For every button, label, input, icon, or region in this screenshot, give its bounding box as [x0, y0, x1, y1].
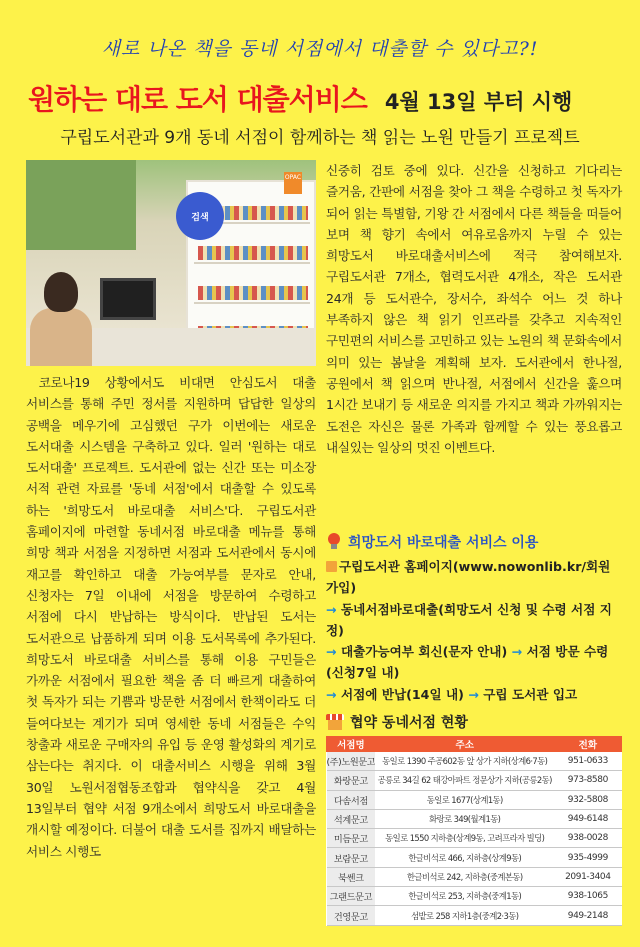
stores-heading-label: 협약 동네서점 현황 [350, 715, 468, 731]
article-body-left: 코로나19 상황에서도 비대면 안심도서 대출 서비스를 통해 주민 정서를 지원하며 답답한 일상의 공백을 메우기에 고심했던 구가 이번에는 새로운 도서대출 시스템을 구축하고 있다. 일러 '원하는 대로 도서대출' 프로젝트. 도서관에 없는 신간 또는 미소장 서적 관련 자료를 '동네 서점'에서 대출할 수 있도록 하는 '희망도서 바로대출 서비스'다. 구립도서관 홈페이지에 마련할 동네서점 바로대출 메뉴를 통해 희망 책과 서점을 지정하면 서점과 도서관에서 동시에 재고를 확인하고 대출 가능여부를 문자로 안내, 신청자는 7일 이내에 서점을 방문하여 수령하고 서점에 다시 반납하는 방식이다. 반납된 도서는 도서관으로 납품하게 되며 이용 도서목록에 추가된다. 희망도서 바로대출 서비스를 통해 이용 구민들은 가까운 서점에서 필요한 책을 좀 더 빠르게 대출하여 첫 독자가 되는 기쁨과 방문한 서점에서 한책이라도 더 들여다보는 계기가 되며 영세한 동네 서점들은 수익 창출과 새로운 구매자의 유입 등 운영 활성화의 계기로 삼는다는 취지다. 이 대출서비스 시행을 위해 3월 30일 노원서점협동조합과 협약식을 갖고 4월 13일부터 협약 서점 9개소에서 희망도서 바로대출을 개시할 예정이다. 더불어 대출 도서를 집까지 배달하는 서비스 시행도 [26, 375, 316, 859]
service-step-3: → 대출가능여부 회신(문자 안내) → 서점 방문 수령(신청7일 내) [326, 644, 609, 681]
arrow-right-icon: → [468, 686, 479, 702]
table-row [327, 906, 622, 925]
store-address: 한글비석로 242, 지하층(중계본동) [375, 867, 554, 886]
column-header-name: 서점명 [327, 737, 376, 752]
store-phone: 938-0028 [554, 829, 621, 848]
store-name: 다솜서점 [327, 790, 376, 809]
page-title: 원하는 대로 도서 대출서비스 [28, 83, 367, 116]
subtitle: 구립도서관과 9개 동네 서점이 함께하는 책 읽는 노원 만들기 프로젝트 [60, 128, 580, 148]
table-row [327, 867, 622, 886]
title-row [28, 78, 628, 118]
store-phone: 938-1065 [554, 887, 621, 906]
store-address: 동일로 1677(상계1동) [375, 790, 554, 809]
photo-person-body [30, 308, 92, 366]
arrow-right-icon: → [326, 686, 337, 702]
table-row [327, 752, 622, 771]
article-body-right: 신중히 검토 중에 있다. 신간을 신청하고 기다리는 즐거움, 간판에 서점을 찾아 그 책을 수령하고 첫 독자가 되어 읽는 특별함, 기왕 간 서점에서 다른 책들을 떠들어 보며 책 향기 속에서 여유로움까지 누릴 수 있는 희망도서 바로대출서비스에 적극 참여해보자. 구립도서관 7개소, 협력도서관 4개소, 작은 도서관 24개 등 도서관수, 장서수, 좌석수 어느 것 하나 부족하지 않은 책 읽기 인프라를 갖추고 지속적인 구민편의 서비스를 고민하고 있는 노원의 책 문화속에서 의미 있는 봄날을 계획해 보자. 도서관에서 한나절, 공원에서 책 읽으며 반나절, 서점에서 신간을 훑으며 1시간 보내기 등 새로운 의지를 가지고 책과 가까워지는 도전은 자신은 물론 가족과 함께할 수 있는 풍요롭고 내실있는 일상의 멋진 이벤트다. [326, 163, 622, 455]
store-address: 화랑로 349(월계1동) [375, 809, 554, 828]
table-row [327, 809, 622, 828]
photo-sign: OPAC [284, 172, 302, 194]
store-phone: 973-8580 [554, 771, 621, 790]
book-icon [326, 561, 337, 572]
table-row [327, 829, 622, 848]
store-phone: 951-0633 [554, 752, 621, 771]
table-row [327, 887, 622, 906]
photo-window [26, 160, 136, 250]
photo-monitor [100, 278, 156, 320]
store-address: 동일로 1550 지하층(상계9동, 고려프라자 빌딩) [375, 829, 554, 848]
service-steps [326, 556, 622, 705]
store-phone: 932-5808 [554, 790, 621, 809]
service-step-1: 구립도서관 홈페이지(www.nowonlib.kr/회원 가입) [326, 559, 611, 596]
table-row [327, 848, 622, 867]
store-name: 석계문고 [327, 809, 376, 828]
start-date: 4월 13일 부터 시행 [384, 90, 573, 114]
stores-table [326, 736, 622, 926]
stores-table-header [327, 737, 622, 752]
store-address: 공릉로 34길 62 태강아파트 정문상가 지하(공릉2동) [375, 771, 554, 790]
store-name: 건영문고 [327, 906, 376, 925]
store-name: 보람문고 [327, 848, 376, 867]
store-name: 미듬문고 [327, 829, 376, 848]
arrow-right-icon: → [326, 601, 337, 617]
store-phone: 949-6148 [554, 809, 621, 828]
store-address: 한글비석로 253, 지하층(중계1동) [375, 887, 554, 906]
column-header-phone: 전화 [554, 737, 621, 752]
search-badge-label: 검색 [191, 212, 209, 223]
service-heading [326, 532, 622, 552]
service-step-4: → 서점에 반납(14일 내) → 구립 도서관 입고 [326, 686, 578, 702]
store-phone: 935-4999 [554, 848, 621, 867]
store-name: 그랜드문고 [327, 887, 376, 906]
photo-person-head [44, 272, 78, 312]
headline: 새로 나온 책을 동네 서점에서 대출할 수 있다고?! [101, 38, 539, 60]
table-row [327, 790, 622, 809]
library-photo [26, 160, 316, 366]
store-address: 섬밭로 258 지하1층(중계2·3동) [375, 906, 554, 925]
store-name: 북쎈크 [327, 867, 376, 886]
store-name: 화랑문고 [327, 771, 376, 790]
store-phone: 2091-3404 [554, 867, 621, 886]
lightbulb-icon [326, 533, 342, 551]
service-step-2: → 동네서점바로대출(희망도서 신청 및 수령 서점 지정) [326, 601, 612, 638]
service-heading-label: 희망도서 바로대출 서비스 이용 [348, 535, 539, 551]
column-header-address: 주소 [375, 737, 554, 752]
arrow-right-icon: → [326, 644, 337, 660]
store-icon [326, 714, 344, 730]
stores-heading [326, 712, 622, 732]
table-row [327, 771, 622, 790]
store-name: (주)노원문고 [327, 752, 376, 771]
arrow-right-icon: → [511, 644, 523, 660]
search-badge-icon [176, 192, 224, 240]
store-address: 동일로 1390 주공602동 앞 상가 지하(상계6·7동) [375, 752, 554, 771]
store-phone: 949-2148 [554, 906, 621, 925]
store-address: 한글비석로 466, 지하층(상계9동) [375, 848, 554, 867]
